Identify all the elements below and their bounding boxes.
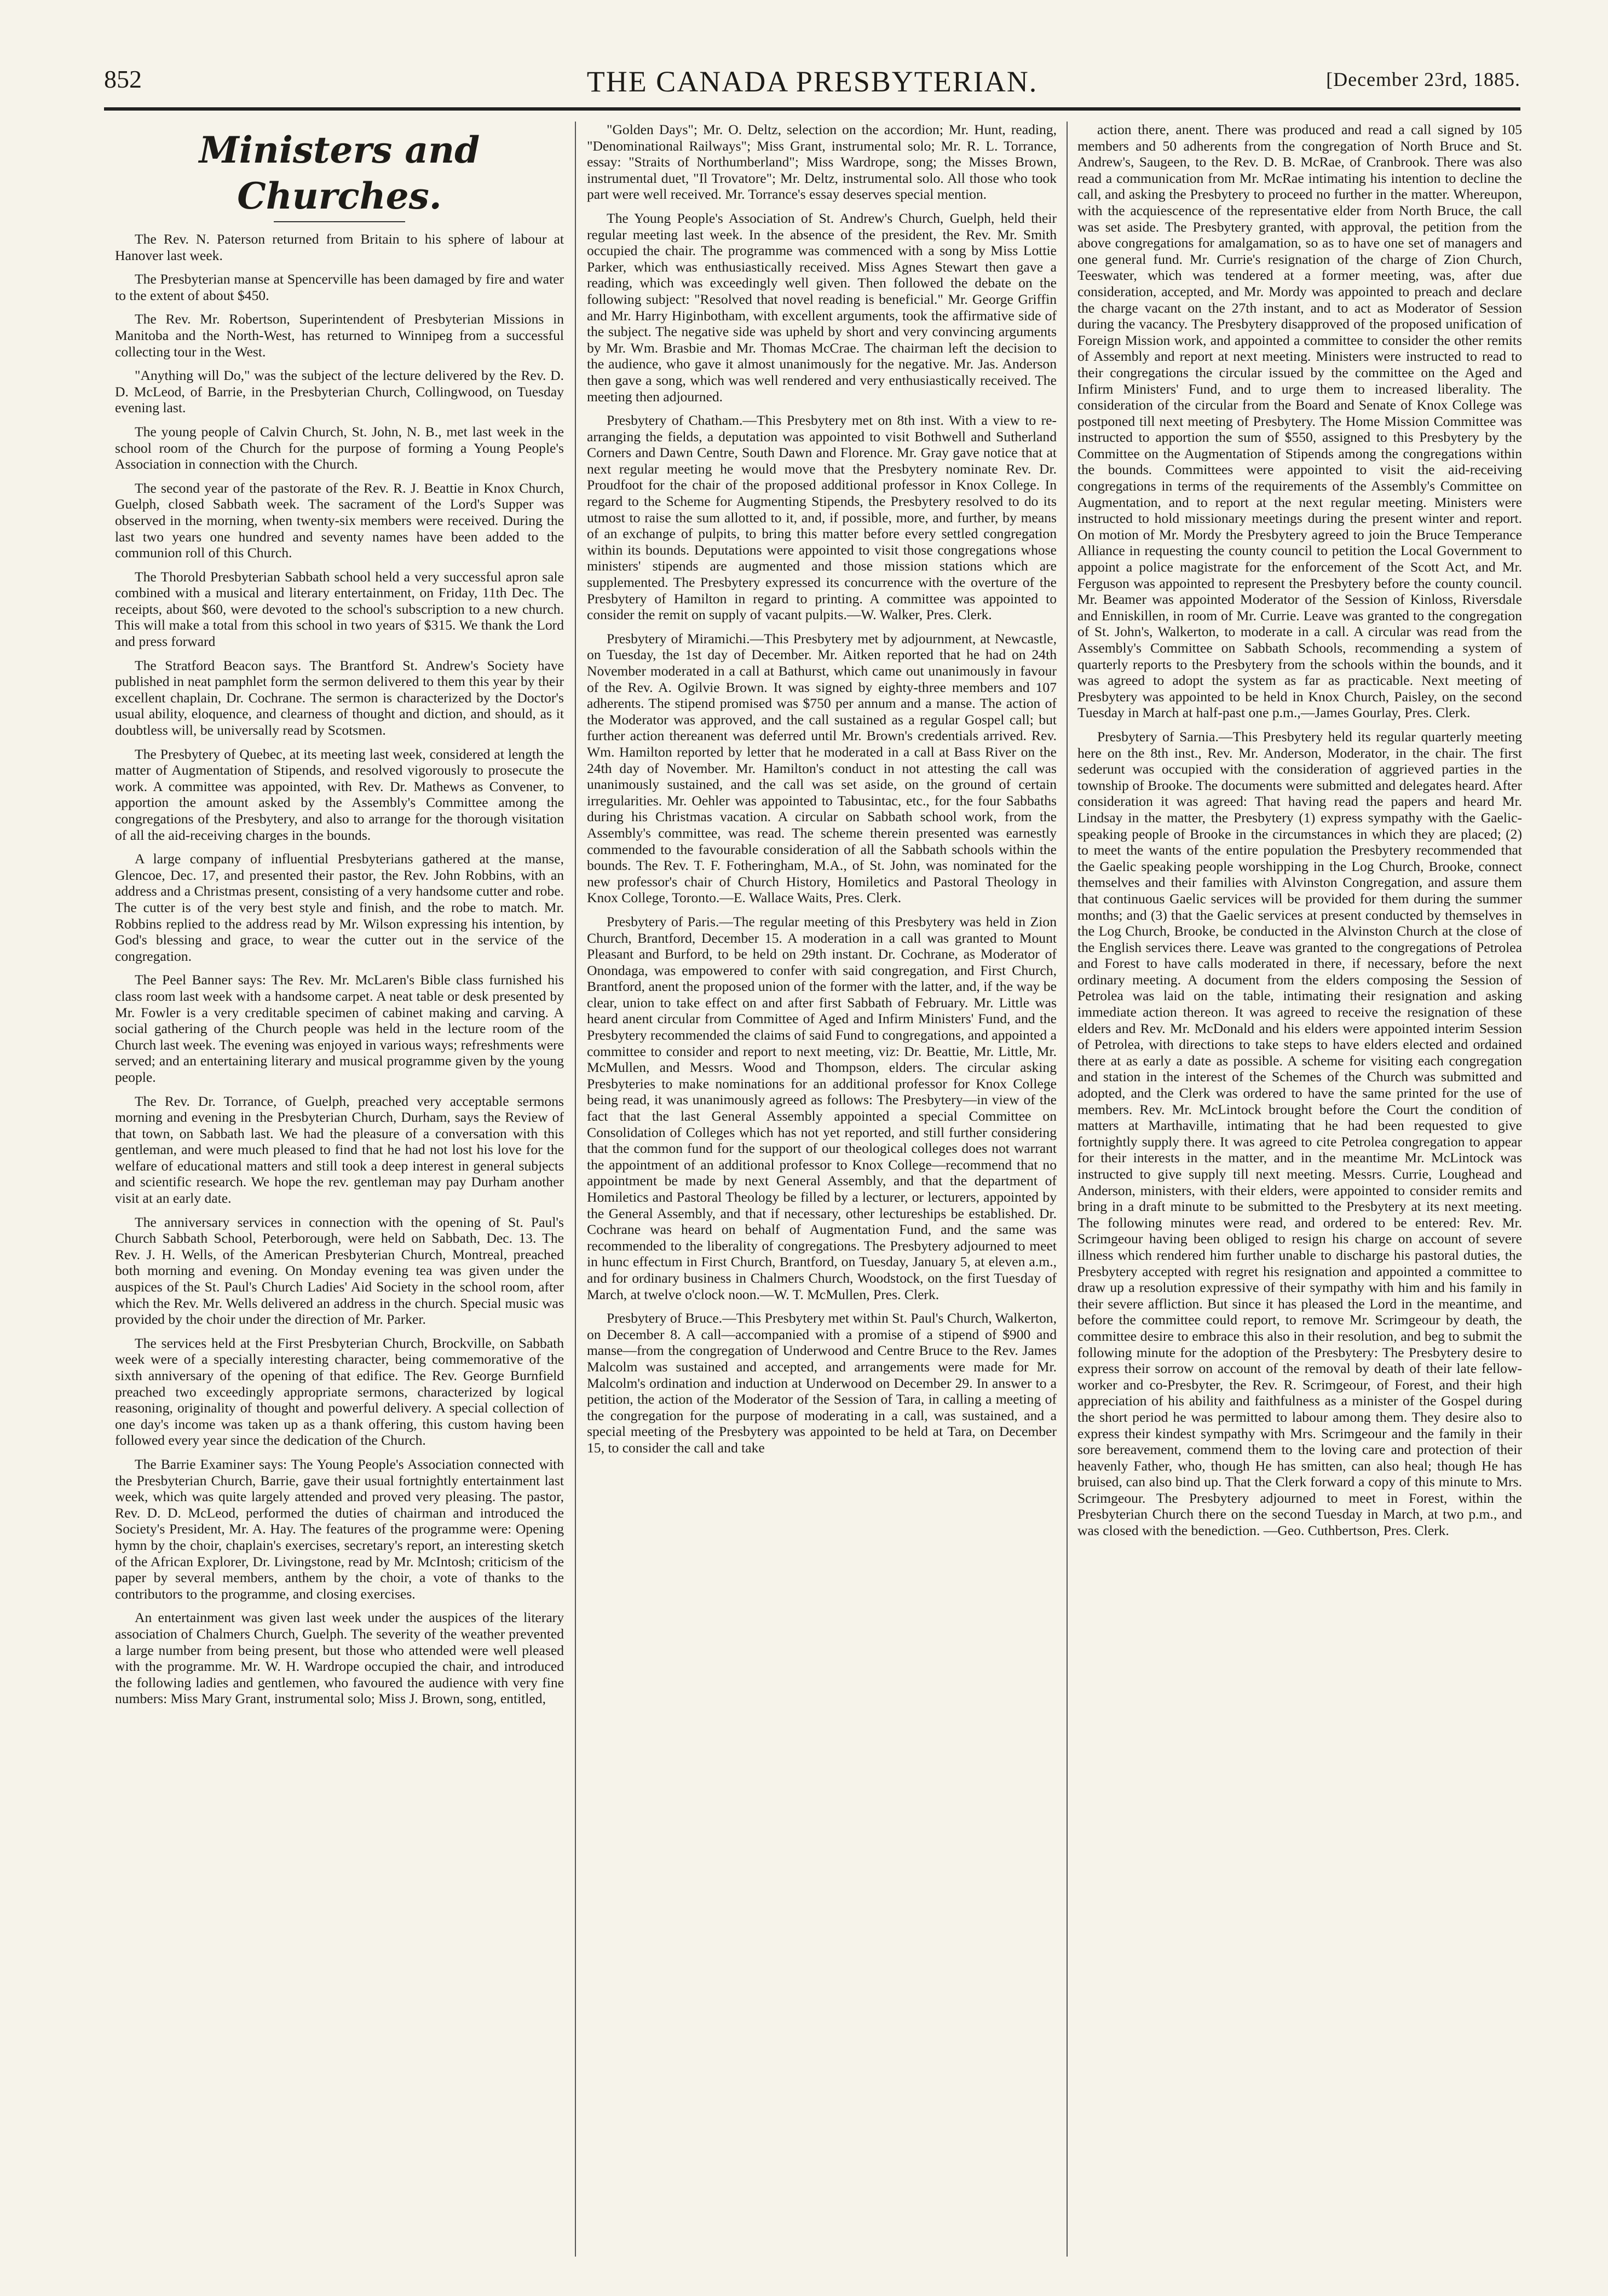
news-item: The Rev. Dr. Torrance, of Guelph, preached very acceptable sermons morning and evening in the Presbyterian Church, Durham, says the Review of that town, on Sabbath last. We had the pleasure of a conversation with this gentleman, and were much pleased to find that he had not lost his love for the welfare of educational matters and still took a deep interest in general subjects and scientific research. We hope the rev. gentleman may pay Durham another visit at an early date.: [115, 1093, 564, 1207]
column-divider: [575, 122, 576, 2257]
news-item: The Presbyterian manse at Spencerville has been damaged by fire and water to the extent of about $450.: [115, 271, 564, 303]
news-item: The Thorold Presbyterian Sabbath school held a very successful apron sale combined with a musical and literary entertainment, on Friday, 11th Dec. The receipts, about $60, were devoted to the school's subscription to a new church. This will make a total from this school in two years of $315. We thank the Lord and press forward: [115, 568, 564, 650]
news-item: Presbytery of Paris.—The regular meeting of this Presbytery was held in Zion Church, Brantford, December 15. A moderation in a call was granted to Mount Pleasant and Burford, to be held on 29th instant. Dr. Cochrane, as Moderator of Onondaga, was empowered to confer with said congregation, and First Church, Brantford, anent the proposed union of the former with the latter, and, if the way be clear, union to take effect on and after first Sabbath of February. Mr. Little was heard anent circular from Committee of Aged and Infirm Ministers' Fund, and the Presbytery recommended the claims of said Fund to congregations, and appointed a committee to consider and report to next meeting, viz: Dr. Beattie, Mr. Little, Mr. McMullen, and Messrs. Wood and Thompson, elders. The circular asking Presbyteries to make nominations for an additional professor for Knox College being read, it was unanimously agreed as follows: The Presbytery—in view of the fact that the last General Assembly appointed a special Committee on Consolidation of Colleges which has not yet reported, and still further considering that the common fund for the support of our theological colleges does not warrant the appointment of an additional professor to Knox College—recommend that no appointment be made by next General Assembly, and that the department of Homiletics and Pastoral Theology be filled by a lecturer, or lecturers, appointed by the General Assembly, and that if necessary, other lectureships be established. Dr. Cochrane was heard on behalf of Augmentation Fund, and the same was recommended to the liberality of congregations. The Presbytery adjourned to meet in hunc effectum in First Church, Brantford, on Tuesday, January 5, at eleven a.m., and for ordinary business in Chalmers Church, Woodstock, on the first Tuesday of March, at twelve o'clock noon.—W. T. McMullen, Pres. Clerk.: [587, 913, 1057, 1302]
news-item: Presbytery of Chatham.—This Presbytery met on 8th inst. With a view to re-arranging the fields, a deputation was appointed to visit Bothwell and Sutherland Corners and Dawn Centre, South Dawn and Florence. Mr. Gray gave notice that at next regular meeting he would move that the Presbytery nominate Rev. Dr. Proudfoot for the chair of the proposed additional professor in Knox College. In regard to the Scheme for Augmenting Stipends, the Presbytery resolved to do its utmost to raise the sum allotted to it, and, if possible, more, and further, by means of an exchange of pulpits, to bring this matter before every settled congregation within its bounds. Deputations were appointed to visit those congregations whose ministers' stipends are augmented and those mission stations which are supplemented. The Presbytery expressed its concurrence with the overture of the Presbytery of Hamilton in regard to printing. A committee was appointed to consider the remit on supply of vacant pulpits.—W. Walker, Pres. Clerk.: [587, 412, 1057, 623]
column-3: [1077, 122, 1522, 2268]
news-item: Presbytery of Bruce.—This Presbytery met within St. Paul's Church, Walkerton, on December 8. A call—accompanied with a promise of a stipend of $900 and manse—from the congregation of Underwood and Centre Bruce to the Rev. James Malcolm was sustained and accepted, and arrangements were made for Mr. Malcolm's ordination and induction at Underwood on December 29. In answer to a petition, the action of the Moderator of the Session of Tara, in calling a meeting of the congregation for the purpose of moderating in a call, was sustained, and a special meeting of the Presbytery was appointed to be held at Tara, on December 15, to consider the call and take: [587, 1310, 1057, 1456]
news-item: The young people of Calvin Church, St. John, N. B., met last week in the school room of the Church for the purpose of forming a Young People's Association in connection with the Church.: [115, 423, 564, 472]
news-item: The second year of the pastorate of the Rev. R. J. Beattie in Knox Church, Guelph, closed Sabbath week. The sacrament of the Lord's Supper was observed in the morning, when twenty-six members were received. During the last two years one hundred and seventy names have been added to the communion roll of this Church.: [115, 480, 564, 561]
column-divider: [1067, 122, 1068, 2257]
news-item: The Young People's Association of St. Andrew's Church, Guelph, held their regular meeting last week. In the absence of the president, the Rev. Mr. Smith occupied the chair. The programme was commenced with a song by Miss Lottie Parker, which was enthusiastically received. Miss Agnes Stewart then gave a reading, which was exceedingly well given. Then followed the debate on the following subject: "Resolved that novel reading is beneficial." Mr. George Griffin and Mr. Harry Higinbotham, with excellent arguments, took the affirmative side of the subject. The negative side was upheld by short and very convincing arguments by Mr. Wm. Brasbie and Mr. Thomas McCrae. The chairman left the decision to the audience, who gave it almost unanimously for the negative. Mr. Jas. Anderson then gave a song, which was well rendered and very enthusiastically received. The meeting then adjourned.: [587, 210, 1057, 405]
news-item: Presbytery of Miramichi.—This Presbytery met by adjournment, at Newcastle, on Tuesday, the 1st day of December. Mr. Aitken reported that he had on 24th November moderated in a call at Bathurst, which came out unanimously in favour of the Rev. A. Ogilvie Brown. It was signed by eighty-three members and 107 adherents. The stipend promised was $750 per annum and a manse. The action of the Moderator was approved, and the call sustained as a regular Gospel call; but further action thereanent was deferred until Mr. Brown's credentials arrived. Rev. Wm. Hamilton reported by letter that he moderated in a call at Bass River on the 24th day of November. Mr. Hamilton's conduct in not attesting the call was unanimously sustained, and the call was set aside, on the ground of certain irregularities. Mr. Oehler was appointed to Tabusintac, etc., for the four Sabbaths during his Christmas vacation. A circular on Sabbath school work, from the Assembly's committee, was read. The scheme therein presented was earnestly commended to the favourable consideration of all the Sabbath schools within the bounds. The Rev. T. F. Fotheringham, M.A., of St. John, was nominated for the new professor's chair of Church History, Homiletics and Pastoral Theology in Knox College, Toronto.—E. Wallace Waits, Pres. Clerk.: [587, 630, 1057, 906]
issue-date: [December 23rd, 1885.: [1326, 68, 1520, 90]
news-item: The Peel Banner says: The Rev. Mr. McLaren's Bible class furnished his class room last week with a handsome carpet. A neat table or desk presented by Mr. Fowler is a very creditable specimen of cabinet making and carving. A social gathering of the Church people was held in the lecture room of the Church last week. The evening was enjoyed in various ways; refreshments were served; and an entertaining literary and musical programme given by the young people.: [115, 972, 564, 1085]
news-item: The Presbytery of Quebec, at its meeting last week, considered at length the matter of Augmentation of Stipends, and resolved vigorously to prosecute the work. A committee was appointed, with Rev. Dr. Mathews as Convener, to apportion the amount asked by the Assembly's Committee among the congregations of the Presbytery, and also to arrange for the thorough visitation of all the aid-receiving charges in the bounds.: [115, 746, 564, 843]
section-title: Ministers and Churches.: [199, 129, 480, 217]
news-item: "Golden Days"; Mr. O. Deltz, selection on the accordion; Mr. Hunt, reading, "Denominational Railways"; Miss Grant, instrumental solo; Mr. R. L. Torrance, essay: "Straits of Northumberland"; Miss Wardrope, song; the Misses Brown, instrumental duet, "Il Trovatore"; Mr. Deltz, instrumental solo. All those who took part were well received. Mr. Torrance's essay deserves special mention.: [587, 122, 1057, 203]
page-header: [104, 65, 1520, 103]
news-item: The anniversary services in connection with the opening of St. Paul's Church Sabbath School, Peterborough, were held on Sabbath, Dec. 13. The Rev. J. H. Wells, of the American Presbyterian Church, Montreal, preached both morning and evening. On Monday evening tea was given under the auspices of the St. Paul's Church Ladies' Aid Society in the school room, after which the Rev. Mr. Wells delivered an address in the church. Special music was provided by the choir under the direction of Mr. Parker.: [115, 1214, 564, 1328]
page-number: 852: [104, 65, 142, 93]
section-title-rule: [274, 221, 405, 222]
header-rule: [104, 107, 1520, 111]
news-item: An entertainment was given last week under the auspices of the literary association of Chalmers Church, Guelph. The severity of the weather prevented a large number from being present, but those who attended were well pleased with the programme. Mr. W. H. Wardrope occupied the chair, and introduced the following ladies and gentlemen, who favoured the audience with very fine numbers: Miss Mary Grant, instrumental solo; Miss J. Brown, song, entitled,: [115, 1609, 564, 1707]
news-item: A large company of influential Presbyterians gathered at the manse, Glencoe, Dec. 17, and presented their pastor, the Rev. John Robbins, with an address and a Christmas present, consisting of a very handsome cutter and robe. The cutter is of the very best style and finish, and the robe to match. Mr. Robbins replied to the address read by Mr. Wilson expressing his intention, by God's blessing and grace, to wear the cutter out in the service of the congregation.: [115, 851, 564, 964]
news-item: The Rev. Mr. Robertson, Superintendent of Presbyterian Missions in Manitoba and the North-West, has returned to Winnipeg from a successful collecting tour in the West.: [115, 311, 564, 360]
news-item: Presbytery of Sarnia.—This Presbytery held its regular quarterly meeting here on the 8th inst., Rev. Mr. Anderson, Moderator, in the chair. The first sederunt was occupied with the consideration of aggrieved parties in the township of Brooke. The documents were submitted and delegates heard. After consideration it was agreed: That having read the papers and heard Mr. Lindsay in the matter, the Presbytery (1) express sympathy with the Gaelic-speaking people of Brooke in the circumstances in which they are placed; (2) to meet the wants of the entire population the Presbytery recommended that the Gaelic speaking people worshipping in the Log Church, Brooke, connect themselves and their families with Alvinston Congregation, and assure them that continuous Gaelic services will be provided for them during the summer months; and (3) that the Gaelic services at present conducted by themselves in the Log Church, Brooke, be conducted in the Alvinston Church at the close of the English services there. Leave was granted to the congregations of Petrolea and Forest to have calls moderated in there, if necessary, before the next ordinary meeting. A document from the elders composing the Session of Petrolea was laid on the table, intimating their resignation and asking immediate action thereon. It was agreed to receive the resignation of these elders and Rev. Mr. McDonald and his elders were appointed interim Session of Petrolea, with directions to take steps to have elders elected and ordained there at as early a date as possible. A scheme for visiting each congregation and station in the interest of the Schemes of the Church was submitted and adopted, and the Clerk was ordered to have the same printed for the use of members. Rev. Mr. McLintock brought before the Court the condition of matters at Marthaville, intimating that he had been requested to give fortnightly supply there. It was agreed to cite Petrolea congregation to appear for their interests in the matter, and in the meantime Mr. McLintock was instructed to give supply till next meeting. Messrs. Currie, Loughead and Anderson, ministers, with their elders, were appointed to consider remits and bring in a draft minute to be submitted to the Presbytery at its next meeting. The following minutes were read, and ordered to be entered: Rev. Mr. Scrimgeour having been obliged to resign his charge on account of severe illness which rendered him further unable to discharge his pastoral duties, the Presbytery accepted with regret his resignation and appointed a committee to draw up a resolution expressive of their sympathy with him and his family in their severe affliction. But since it has pleased the Lord in the meantime, and before the committee could report, to remove Mr. Scrimgeour by death, the committee desire to embrace this also in their resolution, and beg to submit the following minute for the adoption of the Presbytery: The Presbytery desire to express their sorrow on account of the removal by death of their late fellow-worker and co-Presbyter, the Rev. R. Scrimgeour, of Forest, and their high appreciation of his ability and faithfulness as a minister of the Gospel during the short period he was permitted to labour among them. They desire also to express their kindest sympathy with Mrs. Scrimgeour and the family in their sore bereavement, commend them to the loving care and protection of their heavenly Father, who, though He has smitten, can also heal; though He has bruised, can also bind up. That the Clerk forward a copy of this minute to Mrs. Scrimgeour. The Presbytery adjourned to meet in Forest, within the Presbyterian Church there on the second Tuesday in March, at two p.m., and was closed with the benediction. —Geo. Cuthbertson, Pres. Clerk.: [1077, 728, 1522, 1539]
news-item: The Stratford Beacon says. The Brantford St. Andrew's Society have published in neat pamphlet form the sermon delivered to them this year by their excellent chaplain, Dr. Cochrane. The sermon is characterized by the Doctor's usual ability, eloquence, and clearness of thought and diction, and should, as it doubtless will, be universally read by Scotsmen.: [115, 657, 564, 739]
news-item: The Rev. N. Paterson returned from Britain to his sphere of labour at Hanover last week.: [115, 231, 564, 263]
column-1: [115, 122, 564, 2268]
news-item: The Barrie Examiner says: The Young People's Association connected with the Presbyterian Church, Barrie, gave their usual fortnightly entertainment last week, which was quite largely attended and proved very pleasing. The pastor, Rev. D. D. McLeod, performed the duties of chairman and introduced the Society's President, Mr. A. Hay. The features of the programme were: Opening hymn by the choir, chaplain's exercises, secretary's report, an interesting sketch of the African Explorer, Dr. Livingstone, read by Mr. McIntosh; criticism of the paper by several members, anthem by the choir, a vote of thanks to the contributors to the programme, and closing exercises.: [115, 1456, 564, 1602]
news-item: The services held at the First Presbyterian Church, Brockville, on Sabbath week were of a specially interesting character, being commemorative of the sixth anniversary of the opening of that edifice. The Rev. George Burnfield preached two exceedingly appropriate sermons, characterized by logical reasoning, originality of thought and powerful delivery. A special collection of one day's income was taken up as a thank offering, this custom having been followed every year since the dedication of the Church.: [115, 1335, 564, 1449]
news-item: "Anything will Do," was the subject of the lecture delivered by the Rev. D. D. McLeod, of Barrie, in the Presbyterian Church, Collingwood, on Tuesday evening last.: [115, 367, 564, 416]
newspaper-title: THE CANADA PRESBYTERIAN.: [586, 65, 1038, 98]
news-item: action there, anent. There was produced and read a call signed by 105 members and 50 adherents from the congregation of North Bruce and St. Andrew's, Saugeen, to the Rev. D. B. McRae, of Cranbrook. There was also read a communication from Mr. McRae intimating his intention to decline the call, and asking the Presbytery to proceed no further in the matter. Whereupon, with the acquiescence of the representative elder from North Bruce, the call was set aside. The Presbytery granted, with approval, the petition from the above congregations for amalgamation, so as to have one set of managers and one general fund. Mr. Currie's resignation of the charge of Zion Church, Teeswater, which was tendered at a former meeting, was, after due consideration, accepted, and Mr. Mordy was appointed to preach and declare the charge vacant on the 27th instant, and to act as Moderator of Session during the vacancy. The Presbytery disapproved of the proposed unification of Foreign Mission work, and appointed a committee to consider the other remits of Assembly and report at next meeting. Ministers were instructed to read to their congregations the circular issued by the committee on the Aged and Infirm Ministers' Fund, and to urge them to increased liberality. The consideration of the circular from the Board and Senate of Knox College was postponed till next meeting of Presbytery. The Home Mission Committee was instructed to apportion the sum of $550, assigned to this Presbytery by the Committee on the Augmentation of Stipends among the congregations within the bounds. Committees were appointed to visit the aid-receiving congregations in terms of the requirements of the Assembly's Committee on Augmentation, and to report at the next regular meeting. Ministers were instructed to hold missionary meetings during the present winter and report. On motion of Mr. Mordy the Presbytery agreed to join the Bruce Temperance Alliance in requesting the county council to petition the Local Government to appoint a police magistrate for the enforcement of the Scott Act, and Mr. Ferguson was appointed to represent the Presbytery before the county council. Mr. Beamer was appointed Moderator of the Session of Kinloss, Riversdale and Enniskillen, in room of Mr. Currie. Leave was granted to the congregation of St. John's, Walkerton, to moderate in a call. A circular was read from the Assembly's Committee on Sabbath Schools, recommending a system of quarterly reports to the Presbytery from the schools within the bounds, and it was agreed to adopt the system as far as practicable. Next meeting of Presbytery was appointed to be held in Knox Church, Paisley, on the second Tuesday in March at half-past one p.m.,—James Gourlay, Pres. Clerk.: [1077, 122, 1522, 721]
column-2: [587, 122, 1057, 2268]
